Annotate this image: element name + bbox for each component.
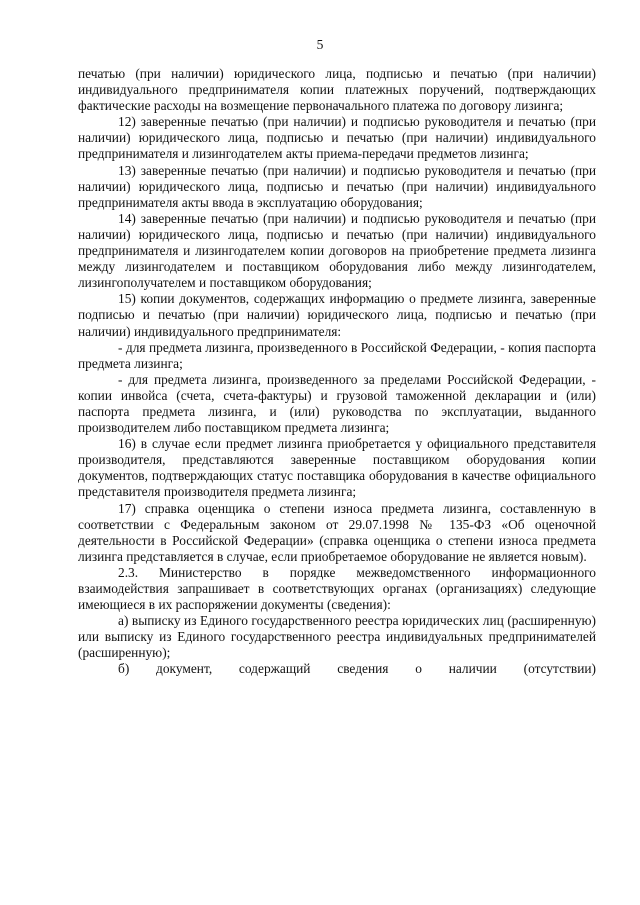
paragraph-item-13: 13) заверенные печатью (при наличии) и подписью руководителя и печатью (при наличии) юридического лица, подписью и печатью (при наличии) индивидуального предпринимателя акты ввода в эксплуатацию оборудования; (78, 162, 596, 210)
paragraph-item-15-domestic: - для предмета лизинга, произведенного в Российской Федерации, - копия паспорта предмета лизинга; (78, 339, 596, 371)
paragraph-item-16: 16) в случае если предмет лизинга приобретается у официального представителя производителя, представляются заверенные поставщиком оборудования копии документов, подтверждающих статус поставщика оборудования в качестве официального представителя производителя предмета лизинга; (78, 436, 596, 500)
paragraph-item-12: 12) заверенные печатью (при наличии) и подписью руководителя и печатью (при наличии) юридического лица, подписью и печатью (при наличии) индивидуального предпринимателя и лизингодателем акты приема-передачи предметов лизинга; (78, 114, 596, 162)
paragraph-item-15: 15) копии документов, содержащих информацию о предмете лизинга, заверенные подписью и печатью (при наличии) юридического лица, подписью и печатью (при наличии) индивидуального предпринимателя: (78, 291, 596, 339)
paragraph-item-14: 14) заверенные печатью (при наличии) и подписью руководителя и печатью (при наличии) юридического лица, подписью и печатью (при наличии) индивидуального предпринимателя и лизингодателем копии договоров на приобретение предмета лизинга между лизингодателем и поставщиком оборудования либо между лизингодателем, лизингополучателем и поставщиком оборудования; (78, 210, 596, 291)
paragraph-item-b: б) документ, содержащий сведения о наличии (отсутствии) (118, 661, 596, 677)
paragraph-continuation: печатью (при наличии) юридического лица, подписью и печатью (при наличии) индивидуального предпринимателя копии платежных поручений, подтверждающих фактические расходы на возмещение первоначального платежа по договору лизинга; (78, 66, 596, 114)
document-body (78, 66, 596, 678)
paragraph-item-17: 17) справка оценщика о степени износа предмета лизинга, составленную в соответствии с Федеральным законом от 29.07.1998 № 135-ФЗ «Об оценочной деятельности в Российской Федерации» (справка оценщика о степени износа предмета лизинга представляется в случае, если приобретаемое оборудование не является новым). (78, 500, 596, 564)
page-number: 5 (316, 37, 324, 52)
paragraph-item-a: а) выписку из Единого государственного реестра юридических лиц (расширенную) или выписку из Единого государственного реестра индивидуальных предпринимателей (расширенную); (78, 613, 596, 661)
paragraph-item-15-foreign: - для предмета лизинга, произведенного за пределами Российской Федерации, - копии инвойса (счета, счета-фактуры) и грузовой таможенной декларации и (или) паспорта предмета лизинга, и (или) руководства по эксплуатации, выданного производителем либо поставщиком предмета лизинга; (78, 371, 596, 436)
paragraph-section-2-3: 2.3. Министерство в порядке межведомственного информационного взаимодействия запрашивает в соответствующих органах (организациях) следующие имеющиеся в их распоряжении документы (сведения): (78, 564, 596, 613)
